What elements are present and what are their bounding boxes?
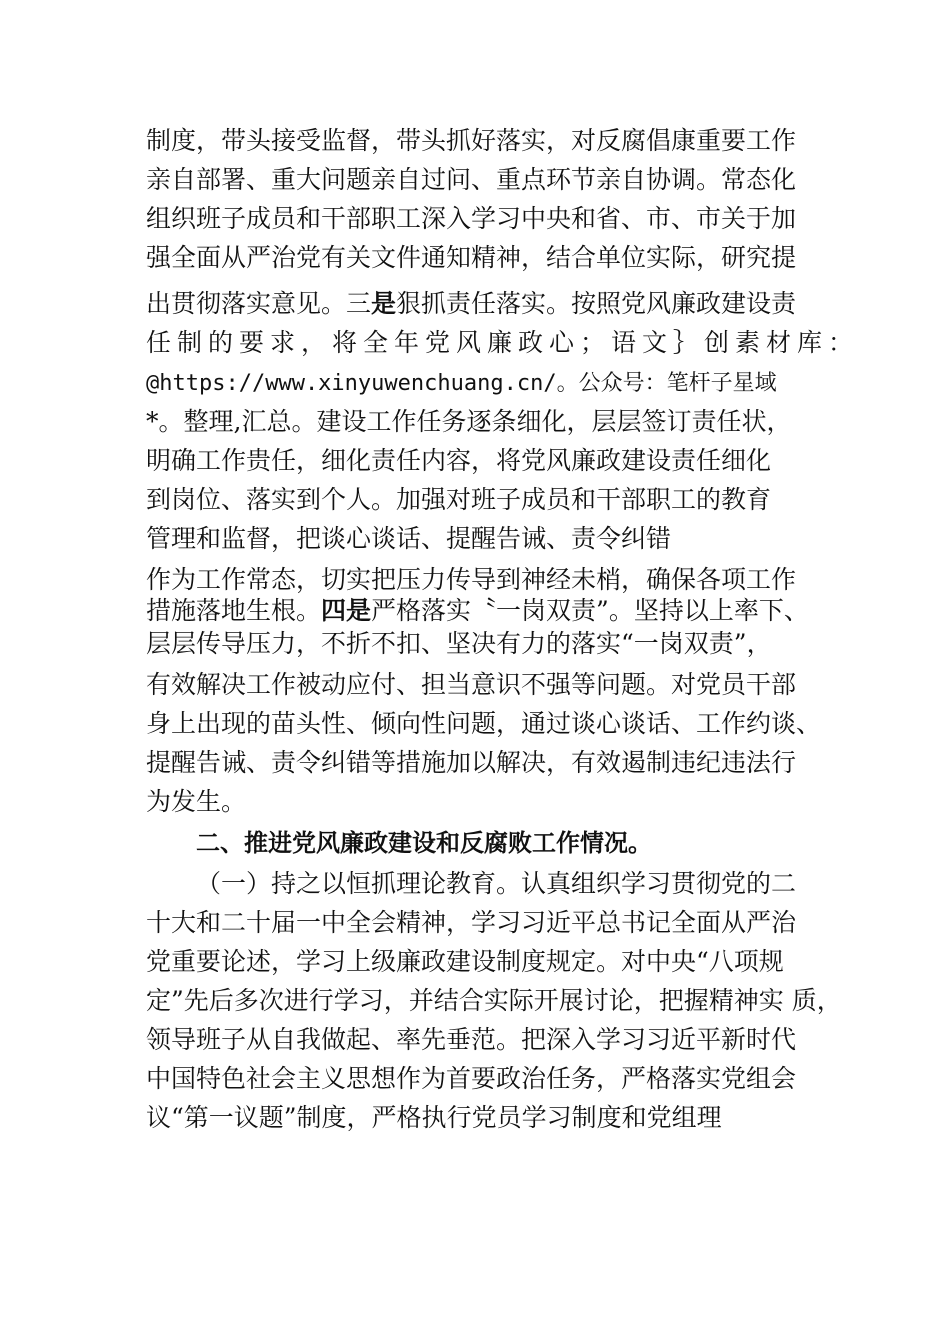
text-line: 领导班子从自我做起、率先垂范。把深入学习习近平新时代 bbox=[146, 1025, 797, 1054]
text-line: 明确工作贵任，细化责任内容，将党风廉政建设责任细化 bbox=[146, 446, 772, 475]
text-line: 亲自部署、重大问题亲自过问、重点环节亲自协调。常态化 bbox=[146, 165, 797, 194]
text-segment: 措施落地生根。 bbox=[146, 596, 322, 625]
text-line: 强全面从严治党有关文件通知精神，结合单位实际，研究提 bbox=[146, 243, 797, 272]
text-line bbox=[146, 594, 809, 628]
text-line bbox=[146, 287, 796, 321]
text-line: 任制的要求，将全年党风廉政心；语文｝创素材库： bbox=[146, 328, 860, 357]
url-text: @https://www.xinyuwenchuang.cn/。公众号：笔杆子星域 bbox=[146, 371, 777, 396]
section-heading: 二、推进党风廉政建设和反腐败工作情况。 bbox=[196, 829, 652, 857]
text-line bbox=[146, 365, 777, 399]
text-line: （一）持之以恒抓理论教育。认真组织学习贯彻党的二 bbox=[196, 869, 797, 898]
text-line: 有效解决工作被动应付、担当意识不强等问题。对党员干部 bbox=[146, 670, 797, 699]
text-line: 定”先后多次进行学习，并结合实际开展讨论，把握精神实 质， bbox=[146, 986, 842, 1015]
text-segment: 严格落实〝一岗双责”。坚持以上率下、 bbox=[371, 596, 809, 625]
text-line: 到岗位、落实到个人。加强对班子成员和干部职工的教育 bbox=[146, 485, 772, 514]
text-line: 为发生。 bbox=[146, 787, 247, 816]
text-line: 作为工作常态，切实把压力传导到神经未梢，确保各项工作 bbox=[146, 565, 797, 594]
text-line: 组织班子成员和干部职工深入学习中央和省、市、市关于加 bbox=[146, 204, 797, 233]
text-segment: 出贯彻落实意见。三 bbox=[146, 289, 372, 318]
text-line: 提醒告诫、责令纠错等措施加以解决，有效遏制违纪违法行 bbox=[146, 748, 797, 777]
text-line: 十大和二十届一中全会精神，学习习近平总书记全面从严治 bbox=[146, 908, 797, 937]
text-segment: 狠抓责任落实。按照党风廉政建设责 bbox=[396, 289, 797, 318]
text-line: 制度，带头接受监督，带头抓好落实，对反腐倡康重要工作 bbox=[146, 126, 797, 155]
text-line: 身上出现的苗头性、倾向性问题，通过谈心谈话、工作约谈、 bbox=[146, 709, 822, 738]
text-line: 中国特色社会主义思想作为首要政治任务，严格落实党组会 bbox=[146, 1064, 797, 1093]
text-line: 议“第一议题”制度，严格执行党员学习制度和党组理 bbox=[146, 1103, 722, 1132]
text-line: *。整理,汇总。建设工作任务逐条细化，层层签订责任状， bbox=[146, 407, 792, 436]
text-line: 管理和监督，把谈心谈话、提醒告诫、责令纠错 bbox=[146, 524, 672, 553]
keyword-bold: 是 bbox=[371, 289, 397, 318]
text-line: 层层传导压力，不折不扣、坚决有力的落实“一岗双责”， bbox=[146, 629, 772, 658]
keyword-bold: 四是 bbox=[321, 596, 372, 625]
text-line: 党重要论述，学习上级廉政建设制度规定。对中央“八项规 bbox=[146, 947, 784, 976]
